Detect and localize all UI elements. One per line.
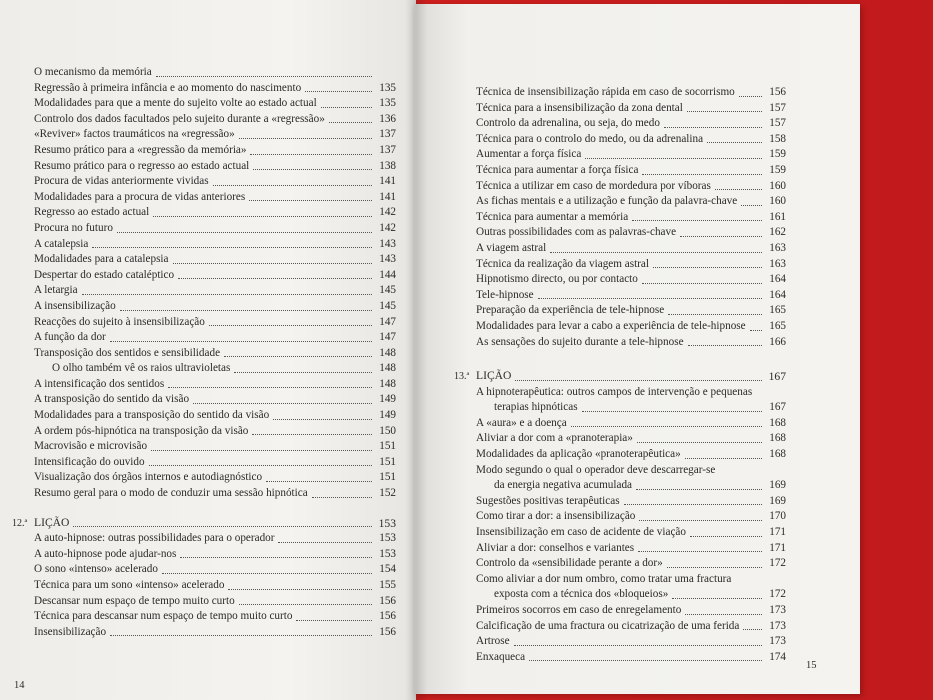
toc-entry-page: 162 <box>769 226 786 239</box>
toc-entry <box>34 455 396 471</box>
left-toc <box>12 65 396 640</box>
toc-entry <box>476 572 786 588</box>
toc-entry-title: Primeiros socorros em caso de enregelamento <box>476 604 682 616</box>
dot-leader <box>305 90 372 92</box>
toc-entry <box>476 225 786 241</box>
toc-entry-title: A função da dor <box>34 331 106 344</box>
dot-leader <box>690 535 762 537</box>
toc-entry <box>34 470 396 486</box>
dot-leader <box>739 95 762 97</box>
toc-entry-page: 155 <box>379 579 396 591</box>
toc-entry <box>476 132 786 148</box>
toc-entry-title: Insensibilização em caso de acidente de viação <box>476 526 686 539</box>
dot-leader <box>156 75 372 77</box>
dot-leader <box>515 379 762 381</box>
dot-leader <box>92 246 372 248</box>
dot-leader <box>266 480 372 482</box>
lesson-page: 167 <box>768 370 786 384</box>
dot-leader <box>538 297 762 299</box>
dot-leader <box>642 282 762 284</box>
dot-leader <box>73 525 372 527</box>
toc-entry <box>476 619 786 635</box>
toc-entry <box>476 319 786 335</box>
section-gap <box>476 350 786 369</box>
toc-entry-page: 145 <box>379 284 396 297</box>
toc-entry-page: 166 <box>769 335 786 348</box>
dot-leader <box>642 173 762 175</box>
dot-leader <box>687 110 762 112</box>
dot-leader <box>664 126 762 128</box>
dot-leader <box>329 121 372 123</box>
dot-leader <box>312 496 372 498</box>
dot-leader <box>743 628 762 630</box>
dot-leader <box>321 106 372 108</box>
toc-entry-page: 165 <box>769 319 786 332</box>
toc-entry <box>34 81 396 97</box>
toc-entry <box>476 587 786 603</box>
toc-entry <box>34 299 396 315</box>
toc-entry <box>34 96 396 112</box>
dot-leader <box>110 340 372 342</box>
toc-entry-page: 137 <box>379 143 396 156</box>
dot-leader <box>672 597 762 599</box>
toc-entry <box>34 190 396 206</box>
toc-entry-title: Sugestões positivas terapêuticas <box>476 494 620 507</box>
toc-entry-title: Preparação da experiência de tele-hipnose <box>476 304 665 317</box>
dot-leader <box>741 204 762 206</box>
lesson-page: 153 <box>378 516 396 530</box>
dot-leader <box>750 329 762 331</box>
toc-entry-page: 135 <box>379 97 396 110</box>
toc-entry <box>476 116 786 132</box>
toc-entry-title: O mecanismo da memória <box>34 66 152 78</box>
toc-entry-page: 137 <box>379 128 396 141</box>
dot-leader <box>514 644 762 646</box>
dot-leader <box>209 324 372 326</box>
dot-leader <box>688 344 762 346</box>
toc-entry-page: 147 <box>379 315 396 328</box>
toc-entry-title: A hipnoterapêutica: outros campos de intervenção e pequenas <box>476 385 753 398</box>
toc-entry <box>476 447 786 463</box>
toc-entry-page: 160 <box>769 195 786 208</box>
toc-entry-page: 148 <box>379 362 396 375</box>
toc-entry-page: 143 <box>379 237 396 250</box>
dot-leader <box>178 277 372 279</box>
toc-entry <box>34 330 396 346</box>
toc-entry <box>34 562 396 578</box>
toc-entry <box>34 424 396 440</box>
toc-entry-title: Modalidades da aplicação «pranoterapêutica» <box>476 448 681 461</box>
dot-leader <box>680 235 762 237</box>
toc-entry-page: 171 <box>769 541 786 554</box>
toc-entry-page: 160 <box>769 179 786 192</box>
dot-leader <box>273 418 372 420</box>
right-page-number: 15 <box>806 660 817 671</box>
toc-entry-title: Resumo geral para o modo de conduzir uma sessão hipnótica <box>34 487 308 500</box>
dot-leader <box>252 433 372 435</box>
toc-entry-page: 173 <box>769 635 786 648</box>
toc-entry <box>476 494 786 510</box>
dot-leader <box>224 355 372 357</box>
toc-entry-page: 156 <box>379 610 396 623</box>
dot-leader <box>151 449 372 451</box>
section-gap <box>34 502 396 516</box>
toc-entry-page: 167 <box>769 401 786 414</box>
lesson-number: 12.ª <box>12 517 28 529</box>
toc-entry <box>34 65 396 81</box>
toc-entry <box>476 650 786 666</box>
toc-entry <box>476 272 786 288</box>
dot-leader <box>278 541 372 543</box>
toc-entry-title: As fichas mentais e a utilização e função da palavra-chave <box>476 195 738 208</box>
toc-entry <box>476 241 786 257</box>
dot-leader <box>296 619 372 621</box>
toc-entry <box>476 463 786 479</box>
toc-entry <box>476 431 786 447</box>
toc-entry-page: 164 <box>769 288 786 301</box>
toc-entry-page: 141 <box>379 190 396 203</box>
lesson-title: LIÇÃO <box>476 369 512 383</box>
toc-entry-page: 153 <box>379 532 396 545</box>
toc-entry-page: 135 <box>379 81 396 94</box>
toc-entry <box>34 143 396 159</box>
dot-leader <box>110 634 372 636</box>
dot-leader <box>735 582 762 583</box>
dot-leader <box>173 262 373 264</box>
toc-entry-page: 168 <box>769 416 786 429</box>
toc-entry <box>34 221 396 237</box>
toc-entry <box>476 400 786 416</box>
toc-entry <box>476 509 786 525</box>
toc-entry <box>476 335 786 351</box>
toc-entry <box>476 603 786 619</box>
toc-entry-title: Reacções do sujeito à insensibilização <box>34 315 205 328</box>
toc-entry-page: 164 <box>769 273 786 286</box>
toc-entry-title: A intensificação dos sentidos <box>34 377 165 390</box>
toc-entry-title: Como tirar a dor: a insensibilização <box>476 510 636 523</box>
toc-entry <box>34 159 396 175</box>
dot-leader <box>180 556 372 558</box>
toc-entry-page: 171 <box>769 526 786 539</box>
toc-entry-title: «Reviver» factos traumáticos na «regressão» <box>34 128 235 141</box>
toc-entry-page: 158 <box>769 132 786 145</box>
toc-entry <box>34 547 396 563</box>
book-gutter <box>405 0 427 700</box>
lesson-heading <box>454 369 786 385</box>
dot-leader <box>715 188 762 190</box>
dot-leader <box>162 572 372 574</box>
toc-entry-title: Aliviar a dor com a «pranoterapia» <box>476 432 633 445</box>
dot-leader <box>632 219 762 221</box>
toc-entry-title: Visualização dos órgãos internos e autodiagnóstico <box>34 471 263 484</box>
dot-leader <box>756 395 762 396</box>
dot-leader <box>585 157 762 159</box>
toc-entry-title: O olho também vê os raios ultravioletas <box>52 362 231 375</box>
toc-entry <box>476 385 786 401</box>
dot-leader <box>117 231 372 233</box>
toc-entry-title: Modalidades para a catalepsia <box>34 253 169 266</box>
toc-entry-page: 142 <box>379 206 396 219</box>
toc-entry-page: 165 <box>769 304 786 317</box>
toc-entry <box>34 346 396 362</box>
toc-entry <box>34 361 396 377</box>
toc-entry <box>34 578 396 594</box>
toc-entry-page: 143 <box>379 253 396 266</box>
toc-entry-title: Técnica para um sono «intenso» acelerado <box>34 579 225 591</box>
toc-entry-page: 172 <box>769 588 786 601</box>
left-page-number: 14 <box>14 680 25 691</box>
toc-entry-title: O sono «intenso» acelerado <box>34 563 158 576</box>
toc-entry-title: Como aliviar a dor num ombro, como tratar uma fractura <box>476 572 732 585</box>
dot-leader <box>228 588 372 590</box>
toc-entry-title: Técnica de insensibilização rápida em caso de socorrismo <box>476 86 735 98</box>
dot-leader <box>653 266 762 268</box>
toc-entry-page: 147 <box>379 331 396 344</box>
toc-entry <box>34 315 396 331</box>
toc-entry-page: 159 <box>769 148 786 161</box>
toc-entry <box>476 525 786 541</box>
toc-entry-title: Técnica para aumentar a força física <box>476 163 639 176</box>
toc-entry-page: 151 <box>379 471 396 484</box>
toc-entry-title: A letargia <box>34 284 78 297</box>
toc-entry-page: 163 <box>769 257 786 270</box>
toc-entry-title: Técnica para descansar num espaço de tempo muito curto <box>34 610 293 623</box>
toc-entry-page: 153 <box>379 547 396 560</box>
toc-entry-title: A «aura» e a doença <box>476 416 567 429</box>
dot-leader <box>529 659 762 661</box>
dot-leader <box>685 457 762 459</box>
toc-entry <box>34 283 396 299</box>
dot-leader <box>639 519 762 521</box>
toc-entry-title: A auto-hipnose pode ajudar-nos <box>34 547 177 560</box>
toc-entry-title: A ordem pós-hipnótica na transposição da visão <box>34 424 249 437</box>
toc-entry-page: 169 <box>769 494 786 507</box>
toc-entry-title: Intensificação do ouvido <box>34 455 145 468</box>
toc-entry-title: Modalidades para a transposição do sentido da visão <box>34 409 270 422</box>
dot-leader <box>213 184 372 186</box>
toc-entry-page: 173 <box>769 619 786 632</box>
toc-entry-title: terapias hipnóticas <box>494 401 578 414</box>
toc-entry-title: Técnica para aumentar a memória <box>476 210 629 223</box>
toc-entry-title: Procura no futuro <box>34 221 113 234</box>
toc-entry-page: 163 <box>769 241 786 254</box>
dot-leader <box>149 464 372 466</box>
toc-entry-page: 151 <box>379 455 396 468</box>
dot-leader <box>249 199 372 201</box>
toc-entry-page: 168 <box>769 448 786 461</box>
toc-entry-title: Técnica para o controlo do medo, ou da adrenalina <box>476 132 704 145</box>
toc-entry-title: Controlo da adrenalina, ou seja, do medo <box>476 117 660 130</box>
toc-entry-page: 156 <box>379 594 396 607</box>
dot-leader <box>685 613 762 615</box>
toc-entry <box>476 194 786 210</box>
toc-entry-title: A auto-hipnose: outras possibilidades para o operador <box>34 532 275 545</box>
toc-entry-page: 136 <box>379 112 396 125</box>
toc-entry <box>476 179 786 195</box>
toc-entry <box>34 486 396 502</box>
toc-entry-title: Modo segundo o qual o operador deve descarregar-se <box>476 463 716 476</box>
toc-entry <box>476 634 786 650</box>
toc-entry-page: 144 <box>379 268 396 281</box>
toc-entry-page: 168 <box>769 432 786 445</box>
toc-entry <box>476 163 786 179</box>
toc-entry-page: 172 <box>769 557 786 570</box>
toc-entry-page: 149 <box>379 393 396 406</box>
toc-entry-title: Controlo dos dados facultados pelo sujeito durante a «regressão» <box>34 112 325 125</box>
toc-entry-page: 149 <box>379 409 396 422</box>
lesson-title: LIÇÃO <box>34 515 70 529</box>
toc-entry <box>476 101 786 117</box>
toc-entry <box>34 531 396 547</box>
toc-entry <box>476 85 786 101</box>
toc-entry-title: A transposição do sentido da visão <box>34 393 190 406</box>
toc-entry-page: 141 <box>379 175 396 188</box>
dot-leader <box>193 402 372 404</box>
toc-entry-page: 170 <box>769 510 786 523</box>
toc-entry-title: Transposição dos sentidos e sensibilidade <box>34 346 221 359</box>
toc-entry-title: Hipnotismo directo, ou por contacto <box>476 273 638 286</box>
toc-entry-title: Enxaqueca <box>476 650 526 663</box>
toc-entry-title: Técnica para a insensibilização da zona dental <box>476 101 683 114</box>
lesson-heading <box>12 515 396 532</box>
toc-entry <box>34 252 396 268</box>
dot-leader <box>582 410 762 412</box>
toc-entry <box>476 210 786 226</box>
toc-entry-title: As sensações do sujeito durante a tele-hipnose <box>476 335 684 348</box>
toc-entry-page: 156 <box>769 86 786 98</box>
toc-entry-page: 157 <box>769 101 786 114</box>
dot-leader <box>250 153 372 155</box>
dot-leader <box>719 473 762 474</box>
toc-entry <box>34 609 396 625</box>
toc-entry-title: da energia negativa acumulada <box>494 479 633 492</box>
toc-entry <box>476 303 786 319</box>
dot-leader <box>253 168 372 170</box>
toc-entry-page: 138 <box>379 159 396 172</box>
dot-leader <box>82 293 372 295</box>
toc-entry <box>34 127 396 143</box>
toc-entry-page: 145 <box>379 299 396 312</box>
dot-leader <box>168 386 372 388</box>
toc-entry-page: 173 <box>769 604 786 616</box>
toc-entry-title: Resumo prático para o regresso ao estado actual <box>34 159 250 172</box>
dot-leader <box>638 550 762 552</box>
toc-entry <box>34 268 396 284</box>
toc-entry-title: A viagem astral <box>476 241 547 254</box>
toc-entry-title: Aliviar a dor: conselhos e variantes <box>476 541 635 554</box>
toc-entry <box>34 408 396 424</box>
toc-entry <box>34 625 396 641</box>
toc-entry <box>476 556 786 572</box>
right-toc <box>454 85 786 665</box>
toc-entry <box>34 392 396 408</box>
toc-entry-title: Regressão à primeira infância e ao momento do nascimento <box>34 81 302 94</box>
toc-entry-title: Aumentar a força física <box>476 148 582 161</box>
lesson-number: 13.ª <box>454 371 470 383</box>
toc-entry <box>34 112 396 128</box>
toc-entry-page: 169 <box>769 479 786 492</box>
toc-entry-page: 148 <box>379 346 396 359</box>
dot-leader <box>120 309 372 311</box>
toc-entry-page: 142 <box>379 221 396 234</box>
dot-leader <box>153 215 372 217</box>
toc-entry <box>476 541 786 557</box>
toc-entry <box>476 416 786 432</box>
dot-leader <box>707 141 762 143</box>
toc-entry-page: 154 <box>379 563 396 576</box>
toc-entry-title: Insensibilização <box>34 625 107 638</box>
toc-entry-page: 150 <box>379 424 396 437</box>
toc-entry-title: A insensibilização <box>34 299 116 312</box>
dot-leader <box>637 441 762 443</box>
toc-entry <box>34 205 396 221</box>
toc-entry <box>34 174 396 190</box>
toc-entry-page: 148 <box>379 377 396 390</box>
toc-entry-title: Controlo da «sensibilidade perante a dor» <box>476 557 663 570</box>
toc-entry-page: 159 <box>769 163 786 176</box>
dot-leader <box>667 566 762 568</box>
dot-leader <box>239 603 372 605</box>
toc-entry-title: Modalidades para que a mente do sujeito volte ao estado actual <box>34 97 317 110</box>
toc-entry <box>476 147 786 163</box>
toc-entry-title: Procura de vidas anteriormente vividas <box>34 175 209 188</box>
toc-entry-title: Artrose <box>476 635 510 648</box>
toc-entry-title: Outras possibilidades com as palavras-chave <box>476 226 677 239</box>
toc-entry-title: Macrovisão e microvisão <box>34 440 148 453</box>
toc-entry-title: A catalepsia <box>34 237 89 250</box>
dot-leader <box>234 371 372 373</box>
toc-entry-title: Regresso ao estado actual <box>34 206 150 219</box>
dot-leader <box>636 488 762 490</box>
toc-entry-page: 156 <box>379 625 396 638</box>
toc-entry <box>34 237 396 253</box>
toc-entry-title: Descansar num espaço de tempo muito curto <box>34 594 235 607</box>
toc-entry-page: 174 <box>769 650 786 663</box>
dot-leader <box>668 313 762 315</box>
toc-entry-title: Calcificação de uma fractura ou cicatrização de uma ferida <box>476 619 740 632</box>
dot-leader <box>550 251 762 253</box>
toc-entry-title: exposta com a técnica dos «bloqueios» <box>494 588 669 601</box>
toc-entry <box>34 439 396 455</box>
dot-leader <box>624 503 762 505</box>
dot-leader <box>571 425 762 427</box>
toc-entry-title: Técnica a utilizar em caso de mordedura por víboras <box>476 179 711 192</box>
toc-entry-title: Modalidades para levar a cabo a experiência de tele-hipnose <box>476 319 746 332</box>
toc-entry-page: 157 <box>769 117 786 130</box>
toc-entry-title: Resumo prático para a «regressão da memória» <box>34 143 247 156</box>
toc-entry-title: Despertar do estado cataléptico <box>34 268 175 281</box>
toc-entry <box>476 257 786 273</box>
toc-entry <box>34 594 396 610</box>
toc-entry-title: Tele-hipnose <box>476 288 534 301</box>
toc-entry <box>476 478 786 494</box>
toc-entry-page: 152 <box>379 487 396 500</box>
toc-entry <box>476 288 786 304</box>
dot-leader <box>239 137 372 139</box>
toc-entry-title: Modalidades para a procura de vidas anteriores <box>34 190 246 203</box>
toc-entry-title: Técnica da realização da viagem astral <box>476 257 649 270</box>
toc-entry-page: 151 <box>379 440 396 453</box>
toc-entry-page: 161 <box>769 210 786 223</box>
toc-entry <box>34 377 396 393</box>
